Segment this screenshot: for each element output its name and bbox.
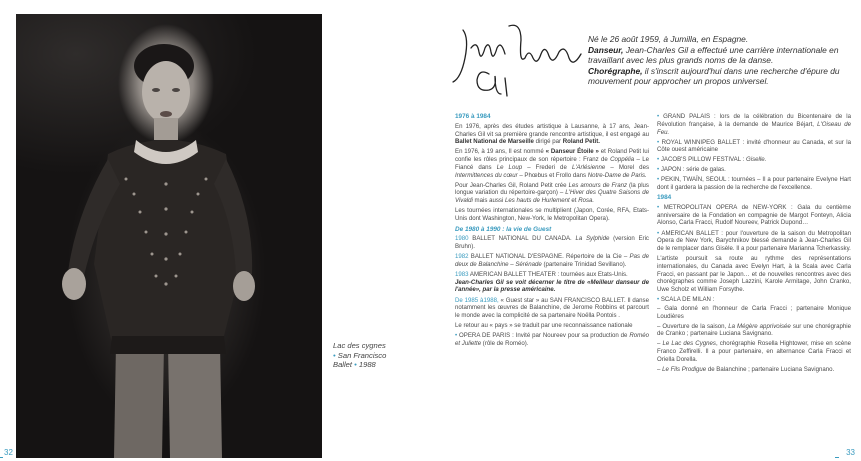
intro-block: [588, 34, 850, 87]
column-left: [455, 113, 649, 350]
section-heading: 1984: [657, 194, 672, 202]
event-1980: 1980 BALLET NATIONAL DU CANADA. La Sylphide (version Eric Bruhn).: [455, 235, 649, 251]
scala-detail: – Gala donné en l'honneur de Carla Fracci ; partenaire Monique Loudières: [657, 304, 851, 320]
paragraph: Les tournées internationales se multiplient (Japon, Corée, RFA, Etats-Unis dont Washington, New-York, le Metropolitan Opera).: [455, 207, 649, 222]
intro-dancer: Danseur, Jean-Charles Gil a effectué une carrière internationale en travaillant avec les plus grands noms de la danse.: [588, 44, 839, 66]
section-heading: 1976 à 1984: [455, 113, 491, 120]
paragraph: L'artiste poursuit sa route au rythme des représentations internationales, du Canada avec Evelyn Hart, à la Scala avec Carla Fracci, en passant par le Japon… et de nouvelles rencontres avec des chorégraphes comme Joseph Lazzini, Karole Armitage, John Cranko, Uwe Scholz et William Forsythe.: [657, 255, 851, 294]
page-number-left: 32: [4, 448, 13, 457]
caption-company: • San Francisco: [333, 350, 387, 360]
caption-title: Lac des cygnes: [333, 341, 386, 350]
intro-choreographer: Chorégraphe, il s'inscrit aujourd'hui dans une recherche d'épure du mouvement pour approcher un propos universel.: [588, 65, 840, 87]
event-grand-palais: • GRAND PALAIS : lors de la célébration du Bicentenaire de la Révolution française, à la demande de Maurice Béjart, L'Oiseau de Feu.: [657, 113, 851, 136]
scala-detail: – Ouverture de la saison, La Mégère apprivoisée sur une chorégraphie de Cranko ; partenaire Luciana Savignano.: [657, 322, 851, 338]
caption-bullet: •: [354, 360, 357, 370]
column-right: [657, 113, 851, 376]
event-pekin: • PEKIN, TWAÏN, SEOUL : tournées – Il a pour partenaire Evelyne Hart dont il gardera la passion de la recherche de l'excellence.: [657, 176, 851, 192]
event-scala: • SCALA DE MILAN :: [657, 296, 715, 304]
scala-detail: – Le Lac des Cygnes, chorégraphie Rosella Hightower, mise en scène Franco Zeffirelli. Il a pour partenaire, en alternance Carla Fracci et Oriella Dorella.: [657, 340, 851, 363]
photo-caption: [333, 341, 423, 370]
caption-bullet: •: [333, 350, 336, 360]
event-opera: • OPERA DE PARIS : Invité par Noureev pour sa production de Roméo et Juliette (rôle de Roméo).: [455, 332, 649, 347]
event-american-ballet: • AMERICAN BALLET : pour l'ouverture de la saison du Metropolitan Opera de New York, Barychnikov blessé demande à Jean-Charles Gil de le remplacer dans Gisèle. Il a pour partenaire Marianna Tcherkassky.: [657, 229, 851, 253]
paragraph: En 1976, après des études artistique à Lausanne, à 17 ans, Jean-Charles Gil vit sa première grande rencontre artistique, il est engagé au Ballet National de Marseille dirigé par Roland Petit.: [455, 122, 649, 146]
dancer-photo: [16, 14, 322, 458]
intro-birth: Né le 26 août 1959, à Jumilla, en Espagne.: [588, 34, 749, 44]
paragraph: Pour Jean-Charles Gil, Roland Petit crée Les amours de Franz (la plus longue variation du répertoire-garçon) – L'Hiver des Quatre Saisons de Vivaldi mais aussi Les hauts de Hurlement et Rosa.: [455, 181, 649, 205]
paragraph: En 1976, à 19 ans, Il est nommé « Danseur Étoile » et Roland Petit lui confie les rôles principaux de son répertoire : Franz de Coppélia – Le Fiancé dans Le Loup – Frederi de L'Arlésienne – Morel des Intermittences du cœur – Phœbus et Frollo dans Notre-Dame de Paris.: [455, 148, 650, 179]
signature: [449, 18, 587, 98]
event-winnipeg: • ROYAL WINNIPEG BALLET : invité d'honneur au Canada, et sur la Côte ouest américaine: [657, 138, 851, 154]
section-heading: De 1980 à 1990 : la vie de Guest: [455, 225, 552, 233]
event-1985: De 1985 à1988, « Guest star » au SAN FRANCISCO BALLET. Il danse notamment les œuvres de Balanchine, de Jerome Robbins et parcourt le monde avec la complicité de sa partenaire Noëlla Pontois .: [455, 296, 649, 320]
event-1983: 1983 AMERICAN BALLET THEATER : tournées aux Etats-Unis. Jean-Charles Gil se voit décerner le titre de «Meilleur danseur de l'année», par la presse américaine.: [455, 270, 649, 294]
page-rule-right: [835, 457, 839, 458]
event-metropolitan: • METROPOLITAN OPERA de NEW-YORK : Gala du centième anniversaire de la Fondation en compagnie de Margot Fonteyn, Alicia Alonso, Carla Fracci, Rudolf Noureev, Patrick Dupond…: [657, 203, 851, 227]
page-number-right: 33: [846, 448, 855, 457]
dancer-illustration: [16, 14, 322, 458]
event-1982: 1982 BALLET NATIONAL D'ESPAGNE. Répertoire de la Cie – Pas de deux de Balanchine – Sérénade (partenaire Trinidad Sevillano).: [455, 253, 649, 268]
caption-year: Ballet • 1988: [333, 360, 376, 370]
event-jacobs-pillow: • JACOB'S PILLOW FESTIVAL : Giselle.: [657, 156, 767, 164]
paragraph: Le retour au « pays » se traduit par une reconnaissance nationale: [455, 322, 633, 330]
event-japon: • JAPON : série de galas.: [657, 166, 726, 174]
scala-detail: – Le Fils Prodigue de Balanchine ; partenaire Luciana Savignano.: [657, 366, 835, 374]
page-rule-left: [0, 457, 3, 458]
